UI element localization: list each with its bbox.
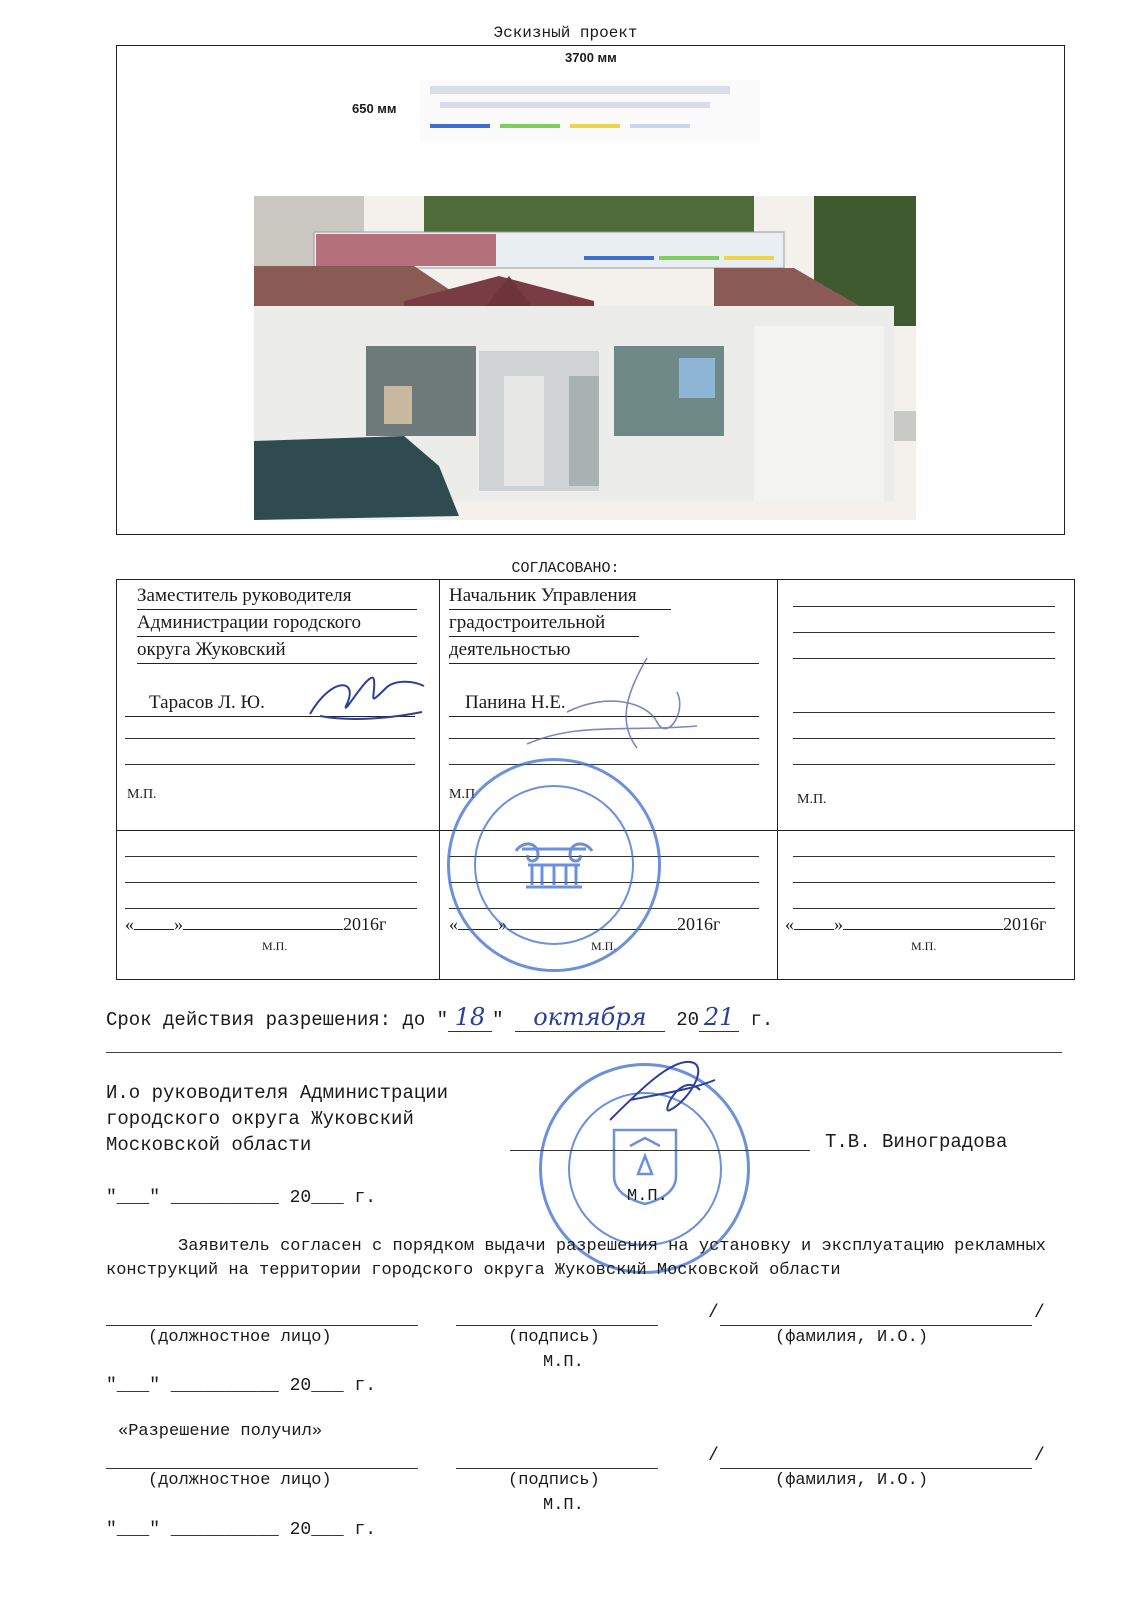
caption-position: (должностное лицо) (148, 1328, 332, 1347)
slash-right: / (1034, 1303, 1045, 1323)
receiver-date: "___" __________ 20___ г. (106, 1520, 377, 1540)
approver1-name: Тарасов Л. Ю. (125, 690, 415, 717)
applicant-consent-text: Заявитель согласен с порядком выдачи разрешения на установку и эксплуатацию рекламных конструкций на территории городского округа Жуковский Московской области (106, 1237, 1046, 1280)
approver1-stamp-place: М.П. (127, 787, 157, 802)
table-divider (777, 580, 778, 979)
approver2-title-line: градостроительной (449, 610, 639, 637)
applicant-stamp-place: М.П. (543, 1353, 584, 1372)
applicant-date: "___" __________ 20___ г. (106, 1376, 377, 1396)
approver1-title-line: округа Жуковский (137, 637, 417, 664)
table-divider (439, 580, 440, 979)
validity-month: октября (515, 1003, 665, 1032)
slash-left: / (708, 1303, 719, 1323)
approval-mp-3: М.П. (911, 939, 937, 953)
approval-date-3: « » 2016г (785, 914, 1047, 934)
approval-date-2: « » 2016г (449, 914, 721, 934)
approver1-title-line: Заместитель руководителя (137, 583, 417, 610)
caption-signature: (подпись) (508, 1328, 600, 1347)
sketch-title: Эскизный проект (493, 24, 638, 42)
approver3-stamp-place: М.П. (797, 792, 827, 807)
caption-position: (должностное лицо) (148, 1471, 332, 1490)
approved-title: СОГЛАСОВАНО: (511, 560, 620, 577)
validity-day: 18 (448, 1003, 492, 1032)
permit-received-label: «Разрешение получил» (118, 1422, 323, 1441)
official-stamp (447, 758, 661, 972)
acting-head-title: И.о руководителя Администрации городского округа Жуковский Московской области (106, 1082, 449, 1156)
approver1-signature (302, 658, 432, 726)
receiver-stamp-place: М.П. (543, 1496, 584, 1515)
caption-signature: (подпись) (508, 1471, 600, 1490)
validity-year: 21 (699, 1003, 739, 1032)
sign-height-label: 650 мм (352, 101, 397, 116)
approver2-stamp-place: М.П (449, 787, 476, 802)
caption-name: (фамилия, И.О.) (775, 1328, 929, 1347)
approver1-title-line: Администрации городского (137, 610, 417, 637)
approver2-signature (507, 652, 707, 762)
acting-head-date: "___" __________ 20___ г. (106, 1188, 377, 1208)
sign-preview (420, 80, 760, 142)
slash-right: / (1034, 1446, 1045, 1466)
caption-name: (фамилия, И.О.) (775, 1471, 929, 1490)
approver2-name: Панина Н.Е. (449, 690, 759, 717)
approval-mp-2: М.П. (591, 939, 617, 953)
approver2-title-line: деятельностью (449, 637, 759, 664)
head-signature (600, 1050, 720, 1130)
acting-head-stamp-place: М.П. (627, 1187, 668, 1206)
validity-line: Срок действия разрешения: до " 18 " октября 20 21 г. (106, 1003, 774, 1031)
acting-head-name: Т.В. Виноградова (825, 1131, 1008, 1153)
approval-mp-1: М.П. (262, 939, 288, 953)
acting-head-signature-line (510, 1150, 810, 1151)
approver2-title-line: Начальник Управления (449, 583, 671, 610)
sign-width-label: 3700 мм (565, 50, 617, 65)
approval-date-1: « » 2016г (125, 914, 387, 934)
kiosk-photo (254, 196, 916, 520)
slash-left: / (708, 1446, 719, 1466)
